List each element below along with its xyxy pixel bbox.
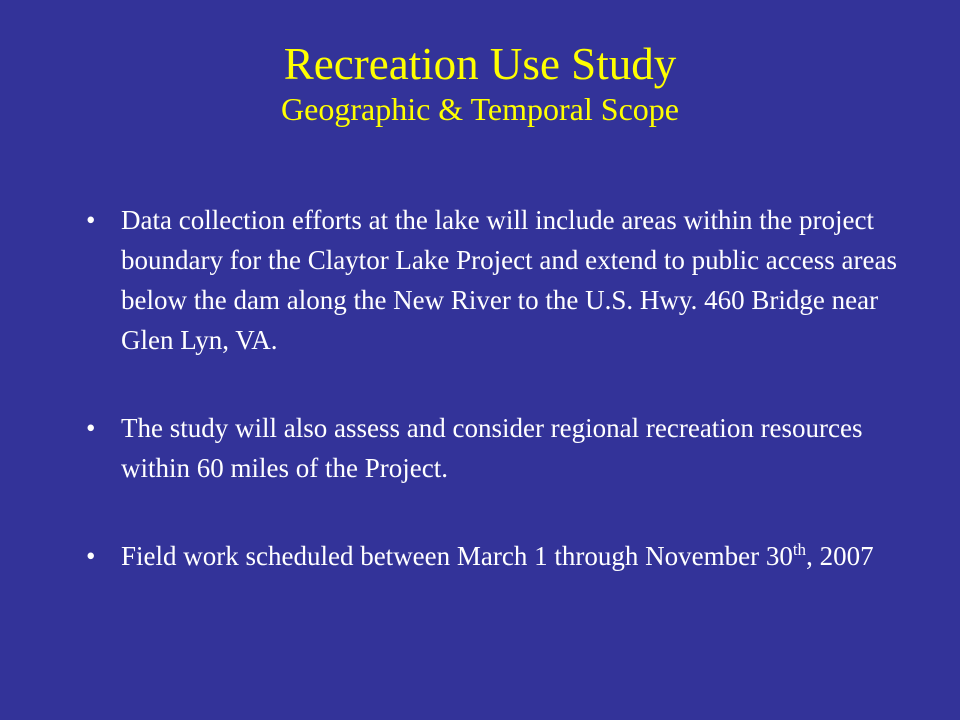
bullet-icon: • xyxy=(86,205,96,235)
bullet-icon: • xyxy=(86,413,96,443)
bullet-text-superscript: th xyxy=(792,540,807,559)
slide-title: Recreation Use Study xyxy=(283,39,677,89)
bullet-item-regional-resources xyxy=(86,408,916,488)
slide-subtitle: Geographic & Temporal Scope xyxy=(281,91,679,127)
bullet-icon: • xyxy=(86,541,96,571)
bullet-item-field-work xyxy=(86,536,916,576)
bullet-item-data-collection xyxy=(86,200,916,360)
title-block xyxy=(0,38,960,128)
bullet-list xyxy=(86,200,916,576)
bullet-text-suffix: , 2007 xyxy=(806,541,874,571)
bullet-text: The study will also assess and consider regional recreation resources within 60 miles of the Project. xyxy=(121,413,863,483)
bullet-text: Field work scheduled between March 1 through November 30 xyxy=(121,541,793,571)
bullet-text: Data collection efforts at the lake will include areas within the project boundary for the Claytor Lake Project and extend to public access areas below the dam along the New River to the U.S. Hwy. 460 Bridge near Glen Lyn, VA. xyxy=(121,205,897,355)
